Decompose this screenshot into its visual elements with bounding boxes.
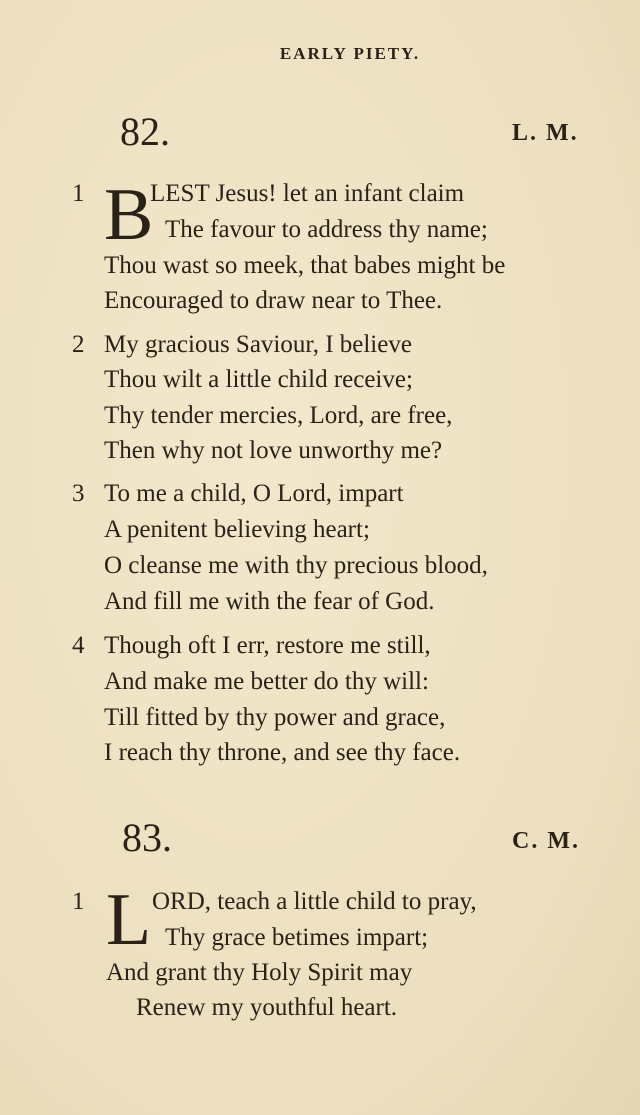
- hymn-meter: L. M.: [512, 120, 579, 146]
- verse-number: 2: [72, 331, 85, 358]
- verse-number: 1: [72, 888, 85, 915]
- drop-cap: L: [106, 879, 152, 961]
- verse-line: Thou wast so meek, that babes might be: [104, 252, 506, 279]
- verse-number: 3: [72, 480, 85, 507]
- verse-line: And make me better do thy will:: [104, 668, 429, 695]
- verse-line: Then why not love unworthy me?: [104, 437, 443, 464]
- verse-line: And fill me with the fear of God.: [104, 588, 435, 615]
- verse-line: LEST Jesus! let an infant claim: [150, 180, 465, 207]
- verse-line: Though oft I err, restore me still,: [104, 632, 431, 659]
- verse-number: 4: [72, 632, 85, 659]
- hymn-number: 82.: [120, 109, 170, 154]
- hymn-number: 83.: [122, 815, 172, 860]
- verse-line: Thou wilt a little child receive;: [104, 366, 413, 393]
- verse-line: Encouraged to draw near to Thee.: [104, 287, 443, 314]
- verse-line: A penitent believing heart;: [104, 516, 370, 543]
- verse-line: Thy grace betimes impart;: [165, 924, 429, 951]
- verse-line: And grant thy Holy Spirit may: [106, 959, 413, 986]
- verse-line: To me a child, O Lord, impart: [104, 480, 404, 507]
- verse-line: O cleanse me with thy precious blood,: [104, 552, 488, 579]
- verse-line: Renew my youthful heart.: [136, 994, 398, 1021]
- verse-line: Thy tender mercies, Lord, are free,: [104, 402, 453, 429]
- verse-line: ORD, teach a little child to pray,: [152, 888, 477, 915]
- drop-cap: B: [104, 174, 154, 256]
- verse-line: My gracious Saviour, I believe: [104, 331, 412, 358]
- hymn-meter: C. M.: [512, 828, 580, 854]
- running-head: EARLY PIETY.: [279, 44, 421, 63]
- verse-line: The favour to address thy name;: [165, 216, 488, 243]
- verse-line: Till fitted by thy power and grace,: [104, 704, 446, 731]
- verse-line: I reach thy throne, and see thy face.: [104, 739, 461, 766]
- verse-number: 1: [72, 180, 85, 207]
